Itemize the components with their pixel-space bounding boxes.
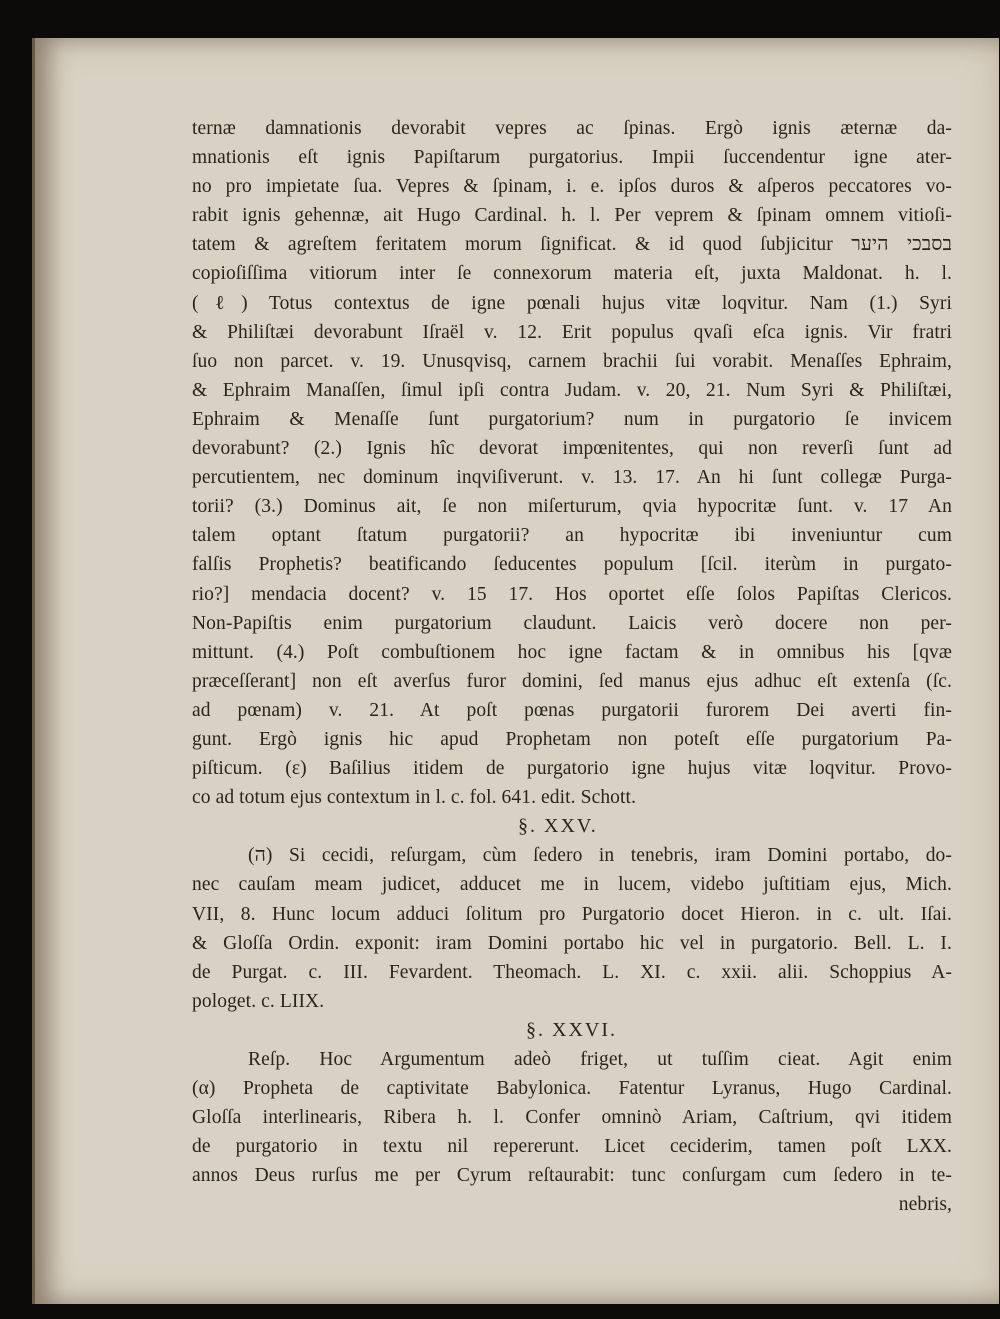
text-line: ad pœnam) v. 21. At poſt pœnas purgatorii furorem Dei averti fin- (192, 699, 952, 721)
text-line: & Philiſtæi devorabunt Iſraël v. 12. Erit populus qvaſi eſca ignis. Vir fratri (192, 321, 952, 343)
text-line: Gloſſa interlinearis, Ribera h. l. Confer omninò Ariam, Caſtrium, qvi itidem (192, 1107, 952, 1129)
text-line: nec cauſam meam judicet, adducet me in lucem, videbo juſtitiam ejus, Mich. (192, 874, 952, 896)
section-heading: §. XXV. (518, 815, 598, 838)
text-line: annos Deus rurſus me per Cyrum reſtaurabit: tunc conſurgam cum ſedero in te- (192, 1165, 952, 1187)
text-line: falſis Prophetis? beatificando ſeducentes populum [ſcil. iterùm in purgato- (192, 554, 952, 576)
text-line: no pro impietate ſua. Vepres & ſpinam, i. e. ipſos duros & aſperos peccatores vo- (192, 176, 952, 198)
text-line: ſuo non parcet. v. 19. Unusqvisq, carnem brachii ſui vorabit. Menaſſes Ephraim, (192, 350, 952, 372)
text-line: rio?] mendacia docent? v. 15 17. Hos oportet eſſe ſolos Papiſtas Clericos. (192, 583, 952, 605)
text-line: talem optant ſtatum purgatorii? an hypocritæ ibi inveniuntur cum (192, 525, 952, 547)
text-line: Reſp. Hoc Argumentum adeò friget, ut tuſſim cieat. Agit enim (248, 1049, 952, 1070)
text-line: percutientem, nec dominum inqviſiverunt. v. 13. 17. An hi ſunt collegæ Purga- (192, 467, 952, 489)
text-line: & Gloſſa Ordin. exponit: iram Domini portabo hic vel in purgatorio. Bell. L. I. (192, 932, 952, 954)
text-line: (α) Propheta de captivitate Babylonica. Fatentur Lyranus, Hugo Cardinal. (192, 1078, 952, 1100)
text-line: mittunt. (4.) Poſt combuſtionem hoc igne factam & in omnibus his [qvæ (192, 641, 952, 663)
text-line: nebris, (898, 1194, 952, 1216)
text-line: VII, 8. Hunc locum adduci ſolitum pro Purgatorio docet Hieron. in c. ult. Iſai. (192, 903, 952, 925)
text-line: co ad totum ejus contextum in l. c. fol. 641. edit. Schott. (192, 787, 637, 809)
text-line: de Purgat. c. III. Fevardent. Theomach. L. XI. c. xxii. alii. Schoppius A- (192, 961, 952, 983)
text-line: copioſiſſima vitiorum inter ſe connexorum materia eſt, juxta Maldonat. h. l. (192, 263, 952, 285)
section-heading: §. XXVI. (526, 1018, 617, 1041)
text-line: de purgatorio in textu nil repererunt. Licet ceciderim, tamen poſt LXX. (192, 1136, 952, 1158)
text-line: pologet. c. LIIX. (192, 990, 325, 1012)
text-line: gunt. Ergò ignis hic apud Prophetam non poteſt eſſe purgatorium Pa- (192, 728, 952, 750)
text-line: (ℓ) Totus contextus de igne pœnali hujus vitæ loqvitur. Nam (1.) Syri (192, 292, 952, 314)
page-text (192, 114, 952, 1220)
text-line: piſticum. (ε) Baſilius itidem de purgatorio igne hujus vitæ loqvitur. Provo- (192, 758, 952, 780)
text-line: mnationis eſt ignis Papiſtarum purgatorius. Impii ſuccendentur igne ater- (192, 147, 952, 169)
text-line: torii? (3.) Dominus ait, ſe non miſerturum, qvia hypocritæ ſunt. v. 17 An (192, 496, 952, 518)
text-line: & Ephraim Manaſſen, ſimul ipſi contra Judam. v. 20, 21. Num Syri & Philiſtæi, (192, 379, 952, 401)
text-line: Ephraim & Menaſſe ſunt purgatorium? num in purgatorio ſe invicem (192, 408, 952, 430)
text-line: ternæ damnationis devorabit vepres ac ſpinas. Ergò ignis æternæ da- (192, 118, 952, 139)
text-line: devorabunt? (2.) Ignis hîc devorat impœnitentes, qui non reverſi ſunt ad (192, 438, 952, 460)
text-line: rabit ignis gehennæ, ait Hugo Cardinal. h. l. Per veprem & ſpinam omnem vitioſi- (192, 205, 952, 227)
text-line: (ה) Si cecidi, reſurgam, cùm ſedero in tenebris, iram Domini portabo, do- (248, 845, 952, 867)
text-line: præceſſerant] non eſt averſus furor domini, ſed manus ejus adhuc eſt extenſa (ſc. (192, 670, 952, 692)
text-line: tatem & agreſtem feritatem morum ſignificat. & id quod ſubjicitur בסבכי היער (192, 234, 952, 256)
text-line: Non-Papiſtis enim purgatorium claudunt. Laicis verò docere non per- (192, 612, 952, 634)
